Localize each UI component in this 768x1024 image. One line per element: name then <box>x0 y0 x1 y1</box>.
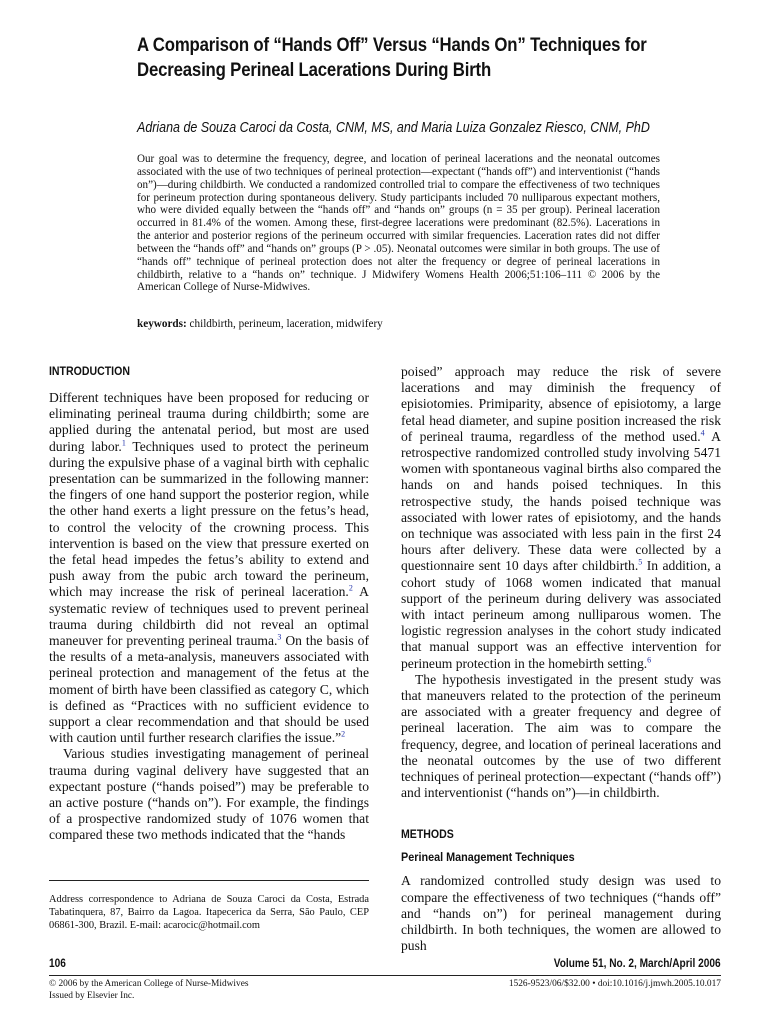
article-title: A Comparison of “Hands Off” Versus “Hands On” Techniques for Decreasing Perineal Lacerations During Birth <box>137 34 647 81</box>
reference-link[interactable]: 4 <box>700 428 705 438</box>
reference-link[interactable]: 2 <box>348 583 353 593</box>
intro-paragraph-2: Various studies investigating management of perineal trauma during vaginal delivery have suggested that an expectant posture (“hands poised”) may be preferable to an active posture (“hands on”). For example, the findings of a prospective randomized study of 1076 women that compared these two methods indicated that the “hands <box>49 746 369 843</box>
copyright-notice: © 2006 by the American College of Nurse-Midwives <box>49 979 249 989</box>
reference-link[interactable]: 2 <box>341 729 346 739</box>
methods-paragraph-1: A randomized controlled study design was used to compare the effectiveness of two techniques (“hands off” and “hands on”) for perineal management during childbirth. In both techniques, the women are allowed to push <box>401 873 721 954</box>
publisher-notice: Issued by Elsevier Inc. <box>49 991 135 1001</box>
reference-link[interactable]: 6 <box>647 655 652 665</box>
author-list: Adriana de Souza Caroci da Costa, CNM, MS, and Maria Luiza Gonzalez Riesco, CNM, PhD <box>137 120 650 136</box>
correspondence-footnote: Address correspondence to Adriana de Souza Caroci da Costa, Estrada Tabatinquera, 87, Bairro da Lagoa. Itapecerica da Serra, São Paulo, CEP 06861-300, Brazil. E-mail: acarocic@hotmail.com <box>49 894 369 932</box>
keywords-list: childbirth, perineum, laceration, midwifery <box>186 318 383 330</box>
issn-doi: 1526-9523/06/$32.00 • doi:10.1016/j.jmwh.2005.10.017 <box>508 979 721 989</box>
introduction-heading: INTRODUCTION <box>49 364 130 378</box>
abstract: Our goal was to determine the frequency, degree, and location of perineal lacerations and the neonatal outcomes associated with the use of two techniques of perineal protection—expectant (“hands off”) and interventionist (“hands on”)—during childbirth. We conducted a randomized controlled trial to compare the effectiveness of two techniques for perineum protection during spontaneous delivery. Study participants included 70 nulliparous expectant mothers, who were divided equally between the “hands off” and “hands on” groups (n = 35 per group). Perineal laceration occurred in 81.4% of the women. Among these, first-degree lacerations were predominant (82.5%). Lacerations in the anterior and posterior regions of the perineum occurred with similar frequencies. Laceration rates did not differ between the “hands off” and “hands on” groups (P > .05). Neonatal outcomes were similar in both groups. The use of “hands off” technique of perineal protection does not alter the frequency or degree of perineal lacerations in childbirth, relative to a “hands on” technique. J Midwifery Womens Health 2006;51:106–111 © 2006 by the American College of Nurse-Midwives. <box>137 153 660 294</box>
footer-divider <box>49 975 721 976</box>
intro-paragraph-4: The hypothesis investigated in the present study was that maneuvers related to the protection of the perineum are associated with a greater frequency and degree of perineal laceration. The aim was to compare the frequency, degree, and location of perineal lacerations and the neonatal outcomes by the use of two different techniques of perineal protection—expectant (“hands off”) and interventionist (“hands on”)—in childbirth. <box>401 671 721 801</box>
left-column <box>49 364 369 844</box>
reference-link[interactable]: 1 <box>121 438 126 448</box>
keywords <box>137 318 660 331</box>
reference-link[interactable]: 3 <box>277 632 282 642</box>
reference-link[interactable]: 5 <box>638 557 643 567</box>
keywords-label: keywords: <box>137 318 187 330</box>
methods-heading: METHODS <box>401 827 454 842</box>
page-number: 106 <box>49 958 66 970</box>
journal-volume: Volume 51, No. 2, March/April 2006 <box>554 958 721 970</box>
intro-paragraph-1: Different techniques have been proposed for reducing or eliminating perineal trauma during childbirth; some are applied during the antenatal period, but most are used during labor.$^1$ Techniques used to protect the perineum during the expulsive phase of a vaginal birth with cephalic presentation can be summarized in the following manner: the fingers of one hand support the posterior region, while the other hand exerts a light pressure on the fetus’s head, to control the velocity of the crowning process. This intervention is based on the view that pressure exerted on the fetal head impedes the fetus’s ability to extend and push away from the pubic arch toward the perineum, which may increase the risk of perineal laceration.$^2$ A systematic review of techniques used to prevent perineal trauma during childbirth did not reveal an optimal maneuver for preventing perineal trauma.$^3$ On the basis of the results of a meta-analysis, maneuvers associated with perineal protection and management of the fetus at the moment of birth have been classified as category C, which is defined as “Practices with no sufficient evidence to support a clear recommendation and that should be used with caution until further research clarifies the issue.”$^2$ <box>49 390 369 746</box>
perineal-management-subheading: Perineal Management Techniques <box>401 850 575 865</box>
intro-paragraph-3: poised” approach may reduce the risk of severe lacerations and may diminish the frequency of episiotomies. Primiparity, absence of episiotomy, a large fetal head diameter, and supine position increased the risk of perineal trauma, regardless of the method used.$^4$ A retrospective randomized controlled study involving 5471 women with spontaneous vaginal births also compared the hands on and hands poised techniques. In this retrospective study, the hands poised technique was associated with lower rates of episiotomy, and the hands on technique was associated with less pain in the first 24 hours after delivery. These data were collected by a questionnaire sent 10 days after childbirth.$^5$ In addition, a cohort study of 1068 women indicated that manual support of the perineum during delivery was associated with intact perineum among nulliparous women. The logistic regression analyses in the cohort study indicated that manual support was an effective intervention for perineum protection in the homebirth setting.$^6$ <box>401 364 721 671</box>
footnote-divider <box>49 880 369 881</box>
right-column <box>401 364 721 955</box>
